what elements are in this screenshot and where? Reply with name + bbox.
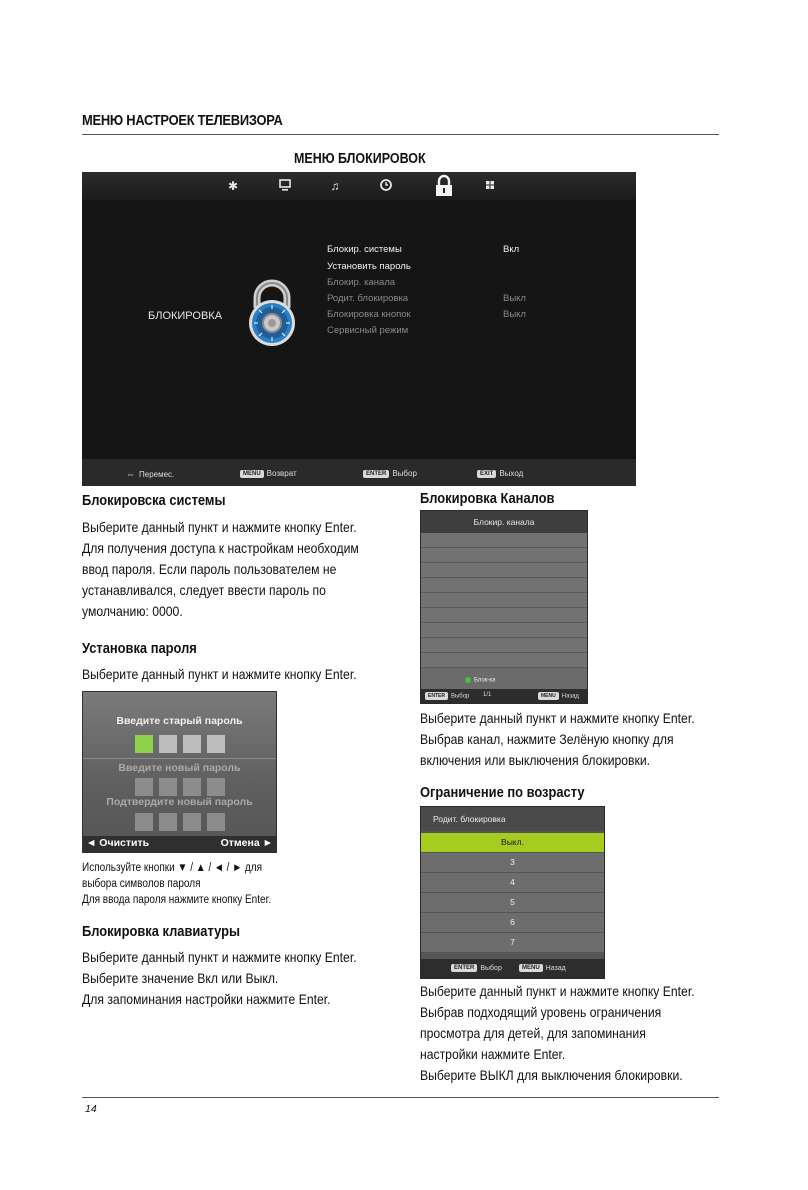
set-password-title: Установка пароля <box>82 640 197 657</box>
lock-section-label: БЛОКИРОВКА <box>148 310 223 322</box>
menu-key-icon: MENU <box>519 964 543 972</box>
tv-tab-bar <box>82 172 636 200</box>
channel-lock-footer: ENTER Выбор 1/1 MENU Назад <box>421 689 587 703</box>
menu-value-parental-lock: Выкл <box>503 293 526 304</box>
old-password-boxes[interactable] <box>135 735 225 753</box>
menu-item-system-lock[interactable]: Блокир. системы <box>327 244 402 255</box>
menu-item-parental-lock[interactable]: Родит. блокировка <box>327 293 409 304</box>
age-restriction-title: Ограничение по возрасту <box>420 784 585 801</box>
parental-lock-dialog <box>420 806 605 979</box>
sound-icon[interactable]: ♫ <box>330 179 340 193</box>
lock-icon[interactable] <box>432 174 456 198</box>
channel-lock-dialog <box>420 510 588 704</box>
confirm-password-boxes[interactable] <box>135 813 225 831</box>
system-lock-title: Блокировска системы <box>82 492 226 509</box>
confirm-password-label: Подтвердите новый пароль <box>106 796 253 808</box>
menu-item-channel-lock[interactable]: Блокир. канала <box>327 277 396 288</box>
age-option-3[interactable]: 3 <box>421 853 604 873</box>
channel-lock-text: Выберите данный пункт и нажмите кнопку Enter. Выбрав канал, нажмите Зелёную кнопку для включения или выключения блокировки. <box>420 710 695 768</box>
clear-button[interactable]: ◄ Очистить <box>86 837 150 849</box>
menu-key-icon: MENU <box>240 470 264 478</box>
combination-lock-icon <box>237 278 307 348</box>
list-item[interactable] <box>421 608 587 623</box>
parental-lock-header: Родит. блокировка <box>421 807 604 831</box>
channel-lock-header: Блокир. канала <box>421 511 587 533</box>
enter-key-icon: ENTER <box>363 470 389 478</box>
menu-value-keypad-lock: Выкл <box>503 309 526 320</box>
password-notes: Используйте кнопки ▼ / ▲ / ◄ / ► для выбора символов пароля Для ввода пароля нажмите кнопку Enter. <box>82 862 272 906</box>
menu-key-icon: MENU <box>538 692 559 700</box>
new-password-label: Введите новый пароль <box>118 762 241 774</box>
age-option-off[interactable]: Выкл. <box>421 833 604 853</box>
hint-back: MENU Возврат <box>240 469 297 478</box>
time-icon[interactable] <box>378 178 394 194</box>
exit-key-icon: EXIT <box>477 470 496 478</box>
list-item[interactable] <box>421 593 587 608</box>
password-dialog-footer <box>83 836 276 852</box>
picture-icon[interactable] <box>277 178 293 194</box>
menu-item-service-mode[interactable]: Сервисный режим <box>327 325 409 336</box>
age-option-6[interactable]: 6 <box>421 913 604 933</box>
old-password-label: Введите старый пароль <box>116 715 243 727</box>
keypad-lock-text: Выберите данный пункт и нажмите кнопку Enter. Выберите значение Вкл или Выкл. Для запоминания настройки нажмите Enter. <box>82 949 357 1007</box>
list-item[interactable] <box>421 623 587 638</box>
apps-icon[interactable] <box>482 178 498 194</box>
top-divider <box>82 134 719 135</box>
bottom-divider <box>82 1097 719 1098</box>
green-key-hint: Блок-ка <box>465 677 496 684</box>
page-indicator: 1/1 <box>483 692 492 698</box>
enter-key-icon: ENTER <box>425 692 448 700</box>
list-item[interactable] <box>421 533 587 548</box>
green-button-icon <box>465 677 471 683</box>
list-item[interactable] <box>421 548 587 563</box>
new-password-boxes[interactable] <box>135 778 225 796</box>
list-item[interactable] <box>421 578 587 593</box>
age-option-4[interactable]: 4 <box>421 873 604 893</box>
system-lock-text: Выберите данный пункт и нажмите кнопку Enter. Для получения доступа к настройкам необходим ввод пароля. Если пароль пользователем не устанавливался, следует ввести пароль по умолчанию: 0000. <box>82 519 359 619</box>
tv-lock-menu-screenshot <box>82 172 636 486</box>
channel-lock-title: Блокировка Каналов <box>420 490 555 507</box>
page-number: 14 <box>85 1103 97 1115</box>
cancel-button[interactable]: Отмена ► <box>220 837 273 849</box>
menu-item-set-password[interactable]: Установить пароль <box>327 261 411 272</box>
list-item[interactable] <box>421 563 587 578</box>
keypad-lock-title: Блокировка клавиатуры <box>82 923 241 940</box>
age-option-5[interactable]: 5 <box>421 893 604 913</box>
hint-select: ENTER Выбор <box>363 469 417 478</box>
list-item[interactable] <box>421 638 587 653</box>
menu-item-keypad-lock[interactable]: Блокировка кнопок <box>327 309 411 320</box>
parental-lock-footer: ENTER Выбор MENU Назад <box>421 959 604 978</box>
list-item[interactable] <box>421 653 587 668</box>
menu-caption: МЕНЮ БЛОКИРОВОК <box>294 151 426 167</box>
age-restriction-text: Выберите данный пункт и нажмите кнопку Enter. Выбрав подходящий уровень ограничения просмотра для детей, для запоминания настройки нажмите Enter. Выберите ВЫКЛ для выключения блокировки. <box>420 983 695 1083</box>
set-password-text: Выберите данный пункт и нажмите кнопку Enter. <box>82 666 357 682</box>
settings-icon[interactable]: ✱ <box>227 179 239 193</box>
menu-value-system-lock: Вкл <box>503 244 520 255</box>
password-dialog <box>82 691 277 853</box>
page-heading: МЕНЮ НАСТРОЕК ТЕЛЕВИЗОРА <box>82 112 283 129</box>
hint-exit: EXIT Выход <box>477 469 523 478</box>
age-option-7[interactable]: 7 <box>421 933 604 953</box>
enter-key-icon: ENTER <box>451 964 477 972</box>
navigate-arrows-icon: ⇔ <box>126 469 135 479</box>
hint-move: ⇔ Перемес. <box>126 469 175 479</box>
